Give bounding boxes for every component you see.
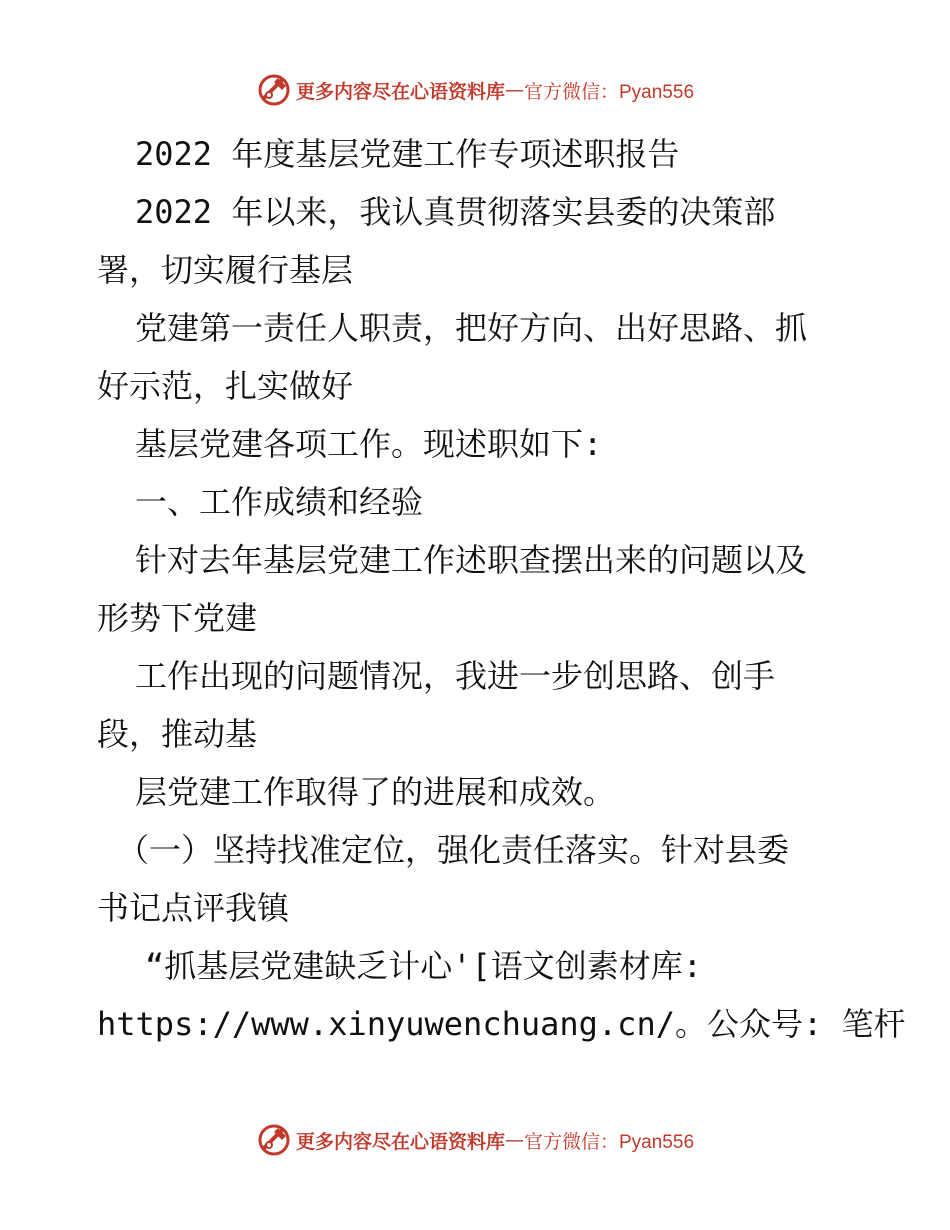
paragraph-line: 基层党建各项工作。现述职如下: [135,425,603,463]
paragraph-line: 针对去年基层党建工作述职查摆出来的问题以及 [135,541,808,579]
watermark-separator: — [505,79,524,101]
paragraph-line: 书记点评我镇 [97,889,290,927]
watermark-separator: — [505,1129,524,1151]
paragraph-line: 段，推动基 [97,715,258,753]
paragraph-line: 工作出现的问题情况，我进一步创思路、创手 [135,657,776,695]
document-title: 2022 年度基层党建工作专项述职报告 [135,135,680,173]
footer-watermark [0,1120,950,1160]
document-body [97,125,906,1053]
watermark-text: 更多内容尽在心语资料库 [295,1130,505,1153]
paragraph-line: 党建第一责任人职责，把好方向、出好思路、抓 [135,309,808,347]
watermark-wechat: 官方微信：Pyan556 [524,81,695,103]
paragraph-line: 层党建工作取得了的进展和成效。 [135,773,616,811]
watermark-wechat: 官方微信：Pyan556 [524,1131,695,1153]
header-watermark [0,70,950,110]
paragraph-line: 2022 年以来，我认真贯彻落实县委的决策部 [135,193,776,231]
paragraph-line: 好示范，扎实做好 [97,367,354,405]
paragraph-line: https://www.xinyuwenchuang.cn/。公众号: 笔杆 [97,1005,906,1043]
brand-logo-icon [256,1122,292,1158]
subsection-heading: （一）坚持找准定位，强化责任落实。针对县委 [117,831,790,869]
paragraph-line: 形势下党建 [97,599,258,637]
watermark-text: 更多内容尽在心语资料库 [295,80,505,103]
paragraph-line: 署，切实履行基层 [97,251,354,289]
brand-logo-icon [256,72,292,108]
section-heading: 一、工作成绩和经验 [135,483,424,521]
paragraph-line: “抓基层党建缺乏计心'[语文创素材库: [145,947,703,985]
